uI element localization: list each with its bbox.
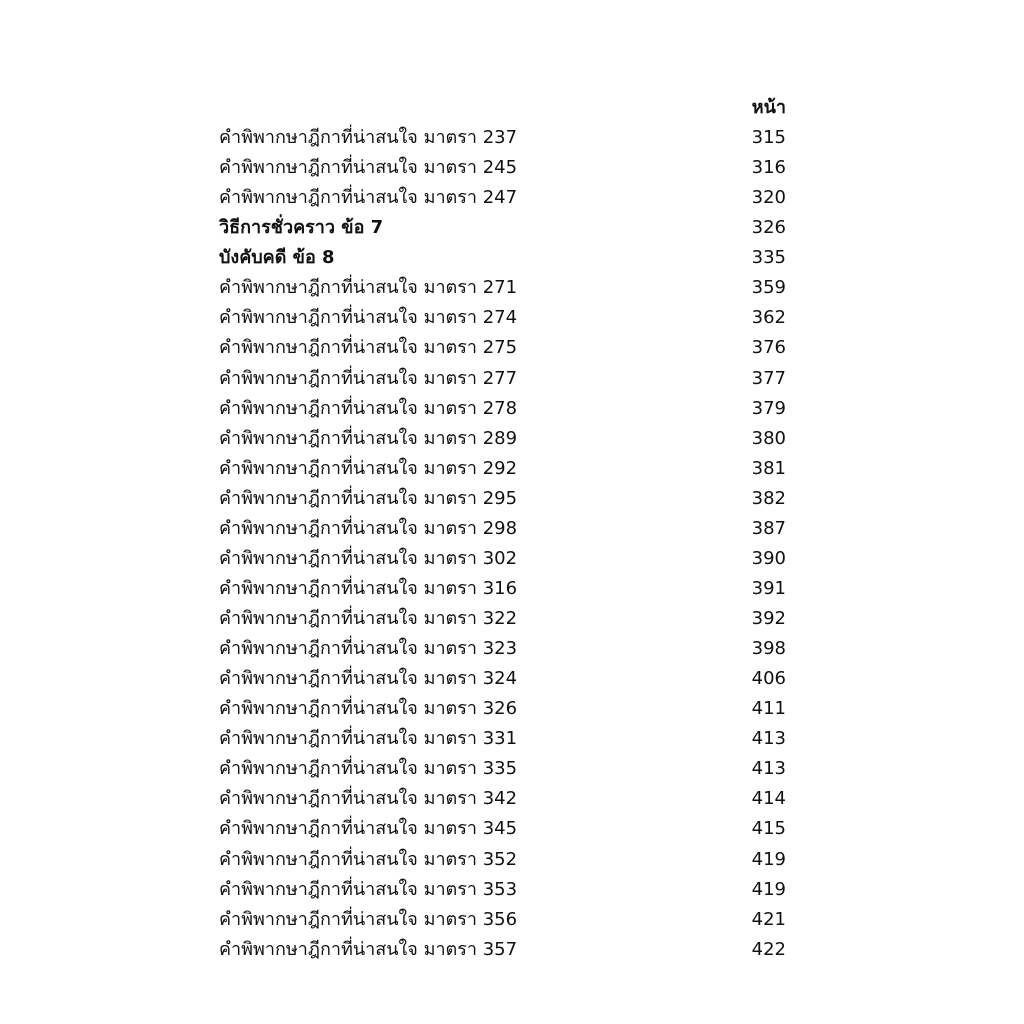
toc-entry-title: คำพิพากษาฎีกาที่น่าสนใจ มาตรา 324 bbox=[219, 668, 518, 690]
toc-entry-page: 380 bbox=[751, 427, 786, 449]
page-column-header: หน้า bbox=[751, 97, 786, 118]
toc-entry-title: คำพิพากษาฎีกาที่น่าสนใจ มาตรา 275 bbox=[219, 337, 518, 359]
toc-section-heading bbox=[219, 243, 786, 273]
toc-entry-title: คำพิพากษาฎีกาที่น่าสนใจ มาตรา 352 bbox=[219, 848, 518, 870]
toc-entry bbox=[219, 514, 786, 544]
toc-entry-page: 376 bbox=[751, 337, 786, 359]
toc-entry bbox=[219, 875, 786, 905]
toc-entry-page: 411 bbox=[751, 698, 786, 720]
toc-entry-title: บังคับคดี ข้อ 8 bbox=[219, 247, 335, 269]
toc-entry-title: คำพิพากษาฎีกาที่น่าสนใจ มาตรา 289 bbox=[219, 427, 518, 449]
toc-entry-title: คำพิพากษาฎีกาที่น่าสนใจ มาตรา 326 bbox=[219, 698, 518, 720]
toc-entry-title: คำพิพากษาฎีกาที่น่าสนใจ มาตรา 323 bbox=[219, 638, 518, 660]
toc-entries bbox=[219, 123, 786, 965]
toc-entry bbox=[219, 814, 786, 844]
toc-entry-title: คำพิพากษาฎีกาที่น่าสนใจ มาตรา 322 bbox=[219, 608, 518, 629]
toc-entry bbox=[219, 754, 786, 784]
toc-entry-title: คำพิพากษาฎีกาที่น่าสนใจ มาตรา 331 bbox=[219, 728, 518, 750]
toc-entry bbox=[219, 484, 786, 514]
toc-entry-title: คำพิพากษาฎีกาที่น่าสนใจ มาตรา 245 bbox=[219, 157, 518, 179]
toc-entry-page: 320 bbox=[751, 187, 786, 209]
toc-entry bbox=[219, 364, 786, 394]
toc-entry-page: 362 bbox=[751, 307, 786, 329]
toc-entry bbox=[219, 664, 786, 694]
toc-entry bbox=[219, 905, 786, 935]
toc-entry-title: คำพิพากษาฎีกาที่น่าสนใจ มาตรา 356 bbox=[219, 908, 518, 930]
toc-entry-page: 315 bbox=[751, 127, 786, 148]
toc-entry-page: 316 bbox=[751, 157, 786, 179]
toc-entry-page: 326 bbox=[751, 217, 786, 239]
toc-entry-title: คำพิพากษาฎีกาที่น่าสนใจ มาตรา 295 bbox=[219, 487, 518, 509]
toc-entry-page: 381 bbox=[751, 457, 786, 479]
table-of-contents bbox=[219, 93, 786, 965]
toc-entry-page: 406 bbox=[751, 668, 786, 690]
toc-entry-title: คำพิพากษาฎีกาที่น่าสนใจ มาตรา 353 bbox=[219, 878, 518, 900]
toc-entry-title: คำพิพากษาฎีกาที่น่าสนใจ มาตรา 274 bbox=[219, 307, 518, 329]
toc-entry-page: 398 bbox=[751, 638, 786, 660]
toc-entry-page: 392 bbox=[751, 608, 786, 629]
toc-entry bbox=[219, 123, 786, 153]
toc-entry bbox=[219, 634, 786, 664]
toc-entry-title: คำพิพากษาฎีกาที่น่าสนใจ มาตรา 357 bbox=[219, 938, 518, 960]
toc-entry bbox=[219, 183, 786, 213]
toc-entry-page: 414 bbox=[751, 788, 786, 810]
toc-entry-title: คำพิพากษาฎีกาที่น่าสนใจ มาตรา 292 bbox=[219, 457, 518, 479]
toc-entry bbox=[219, 604, 786, 634]
toc-entry-title: คำพิพากษาฎีกาที่น่าสนใจ มาตรา 277 bbox=[219, 367, 518, 389]
toc-entry bbox=[219, 845, 786, 875]
toc-entry-page: 359 bbox=[751, 277, 786, 299]
toc-entry-page: 421 bbox=[751, 908, 786, 930]
toc-entry-title: คำพิพากษาฎีกาที่น่าสนใจ มาตรา 316 bbox=[219, 577, 518, 599]
toc-entry-title: คำพิพากษาฎีกาที่น่าสนใจ มาตรา 345 bbox=[219, 818, 518, 840]
toc-entry-page: 419 bbox=[751, 878, 786, 900]
toc-entry-title: วิธีการชั่วคราว ข้อ 7 bbox=[219, 217, 384, 239]
toc-entry bbox=[219, 394, 786, 424]
toc-entry bbox=[219, 424, 786, 454]
toc-entry bbox=[219, 574, 786, 604]
toc-entry-title: คำพิพากษาฎีกาที่น่าสนใจ มาตรา 335 bbox=[219, 758, 518, 780]
toc-entry bbox=[219, 303, 786, 333]
toc-entry-page: 419 bbox=[751, 848, 786, 870]
toc-entry-title: คำพิพากษาฎีกาที่น่าสนใจ มาตรา 278 bbox=[219, 397, 518, 419]
toc-entry-page: 390 bbox=[751, 547, 786, 569]
toc-entry bbox=[219, 153, 786, 183]
toc-entry-title: คำพิพากษาฎีกาที่น่าสนใจ มาตรา 302 bbox=[219, 547, 518, 569]
toc-entry bbox=[219, 273, 786, 303]
toc-entry-title: คำพิพากษาฎีกาที่น่าสนใจ มาตรา 342 bbox=[219, 788, 518, 810]
toc-entry bbox=[219, 935, 786, 965]
toc-entry-page: 391 bbox=[751, 577, 786, 599]
toc-entry-page: 413 bbox=[751, 758, 786, 780]
toc-entry-page: 377 bbox=[751, 367, 786, 389]
toc-entry bbox=[219, 333, 786, 363]
toc-entry-title: คำพิพากษาฎีกาที่น่าสนใจ มาตรา 237 bbox=[219, 127, 518, 148]
toc-entry bbox=[219, 784, 786, 814]
toc-entry-page: 415 bbox=[751, 818, 786, 840]
toc-entry bbox=[219, 694, 786, 724]
toc-section-heading bbox=[219, 213, 786, 243]
toc-entry-page: 387 bbox=[751, 517, 786, 539]
toc-entry-page: 413 bbox=[751, 728, 786, 750]
toc-entry bbox=[219, 544, 786, 574]
toc-entry-page: 335 bbox=[751, 247, 786, 269]
toc-entry-page: 379 bbox=[751, 397, 786, 419]
toc-entry-title: คำพิพากษาฎีกาที่น่าสนใจ มาตรา 298 bbox=[219, 517, 518, 539]
toc-entry bbox=[219, 724, 786, 754]
toc-entry bbox=[219, 454, 786, 484]
toc-entry-page: 382 bbox=[751, 487, 786, 509]
toc-entry-title: คำพิพากษาฎีกาที่น่าสนใจ มาตรา 247 bbox=[219, 187, 518, 209]
toc-entry-title: คำพิพากษาฎีกาที่น่าสนใจ มาตรา 271 bbox=[219, 277, 518, 299]
toc-entry-page: 422 bbox=[751, 938, 786, 960]
